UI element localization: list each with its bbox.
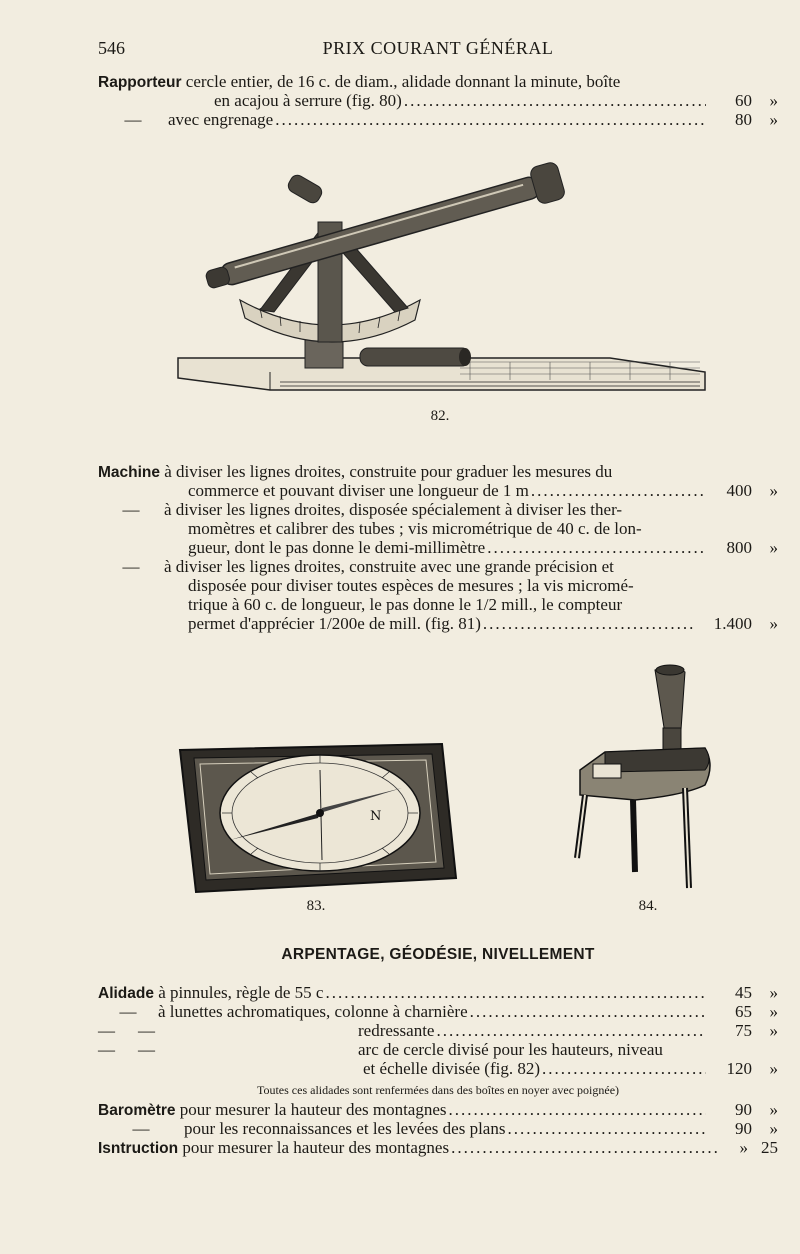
entry-text: pour mesurer la hauteur des montagnes (179, 1100, 447, 1119)
entry-text: à diviser les lignes droites, disposée spécialement à diviser les ther- (164, 500, 623, 519)
entry-label: Isntruction (98, 1140, 179, 1157)
currency: » (769, 1100, 778, 1119)
price: 80 (735, 110, 752, 129)
entry-text: à lunettes achromatiques, colonne à charnière (158, 1002, 468, 1021)
ditto-dash: — (122, 500, 140, 519)
currency: » (769, 110, 778, 129)
entry-text: à pinnules, règle de 55 c (158, 983, 324, 1002)
svg-text:N: N (370, 809, 382, 824)
ditto-dash: — (138, 1040, 155, 1059)
price: 45 (735, 983, 752, 1002)
ditto-dash: — (132, 1119, 150, 1138)
figure-83-caption: 83. (306, 898, 326, 914)
currency: » (769, 983, 778, 1002)
ditto-dash: — (98, 1021, 115, 1040)
barometre-entry (98, 1100, 778, 1157)
entry-label: Baromètre (98, 1102, 176, 1119)
price: 400 (726, 481, 752, 500)
ditto-dash: — (124, 110, 142, 129)
currency: » (769, 538, 778, 557)
price: 800 (726, 538, 752, 557)
entry-text: momètres et calibrer des tubes ; vis micrométrique de 40 c. de lon- (188, 519, 642, 538)
currency: » (769, 1021, 778, 1040)
price: 25 (761, 1138, 778, 1157)
entry-text: cercle entier, de 16 c. de diam., alidade donnant la minute, boîte (185, 72, 621, 91)
figure-84-caption: 84. (638, 898, 658, 914)
entry-label: Rapporteur (98, 74, 182, 91)
currency: » (769, 1059, 778, 1078)
price: 120 (726, 1059, 752, 1078)
figure-82-alidade-illustration (170, 150, 715, 400)
entry-text: arc de cercle divisé pour les hauteurs, niveau (358, 1040, 663, 1059)
entry-text: pour les reconnaissances et les levées des plans (184, 1119, 506, 1138)
price: 60 (735, 91, 752, 110)
price: 90 (735, 1119, 752, 1138)
entry-text: et échelle divisée (fig. 82) (363, 1059, 541, 1078)
entry-label: Machine (98, 464, 161, 481)
price: 90 (735, 1100, 752, 1119)
figure-82-caption: 82. (430, 408, 450, 424)
page-number: 546 (98, 38, 125, 58)
price: 65 (735, 1002, 752, 1021)
alidade-entry (98, 983, 778, 1078)
running-title: PRIX COURANT GÉNÉRAL (322, 38, 554, 58)
ditto-dash: — (119, 1002, 137, 1021)
entry-text: gueur, dont le pas donne le demi-millimètre (188, 538, 486, 557)
running-header (98, 38, 778, 62)
entry-text: pour mesurer la hauteur des montagnes (182, 1138, 450, 1157)
footnote: Toutes ces alidades sont renfermées dans des boîtes en noyer avec poignée) (256, 1083, 620, 1097)
entry-label: Alidade (98, 985, 154, 1002)
entry-text: trique à 60 c. de longueur, le pas donne le 1/2 mill., le compteur (188, 595, 623, 614)
section-title: ARPENTAGE, GÉODÉSIE, NIVELLEMENT (281, 946, 595, 963)
entry-text: permet d'apprécier 1/200e de mill. (fig. 81) (188, 614, 481, 633)
entry-text: disposée pour diviser toutes espèces de mesures ; la vis micromé- (188, 576, 634, 595)
ditto-dash: — (122, 557, 140, 576)
entry-text: à diviser les lignes droites, construite avec une grande précision et (164, 557, 614, 576)
price: 1.400 (713, 614, 752, 633)
currency: » (769, 1002, 778, 1021)
currency: » (769, 481, 778, 500)
currency: » (769, 614, 778, 633)
ditto-dash: — (138, 1021, 155, 1040)
figure-84-instrument-illustration (565, 660, 715, 890)
ditto-dash: — (98, 1040, 115, 1059)
currency: » (769, 1119, 778, 1138)
machine-entry (98, 462, 778, 633)
entry-text: en acajou à serrure (fig. 80) (214, 91, 402, 110)
figure-83-compass-illustration (170, 740, 460, 898)
entry-text: redressante (358, 1021, 435, 1040)
entry-text: avec engrenage (168, 110, 274, 129)
rapporteur-entry (98, 72, 778, 129)
entry-text: commerce et pouvant diviser une longueur de 1 m (188, 481, 529, 500)
entry-text: à diviser les lignes droites, construite pour graduer les mesures du (164, 462, 613, 481)
currency: » (739, 1138, 748, 1157)
currency: » (769, 91, 778, 110)
price: 75 (735, 1021, 752, 1040)
